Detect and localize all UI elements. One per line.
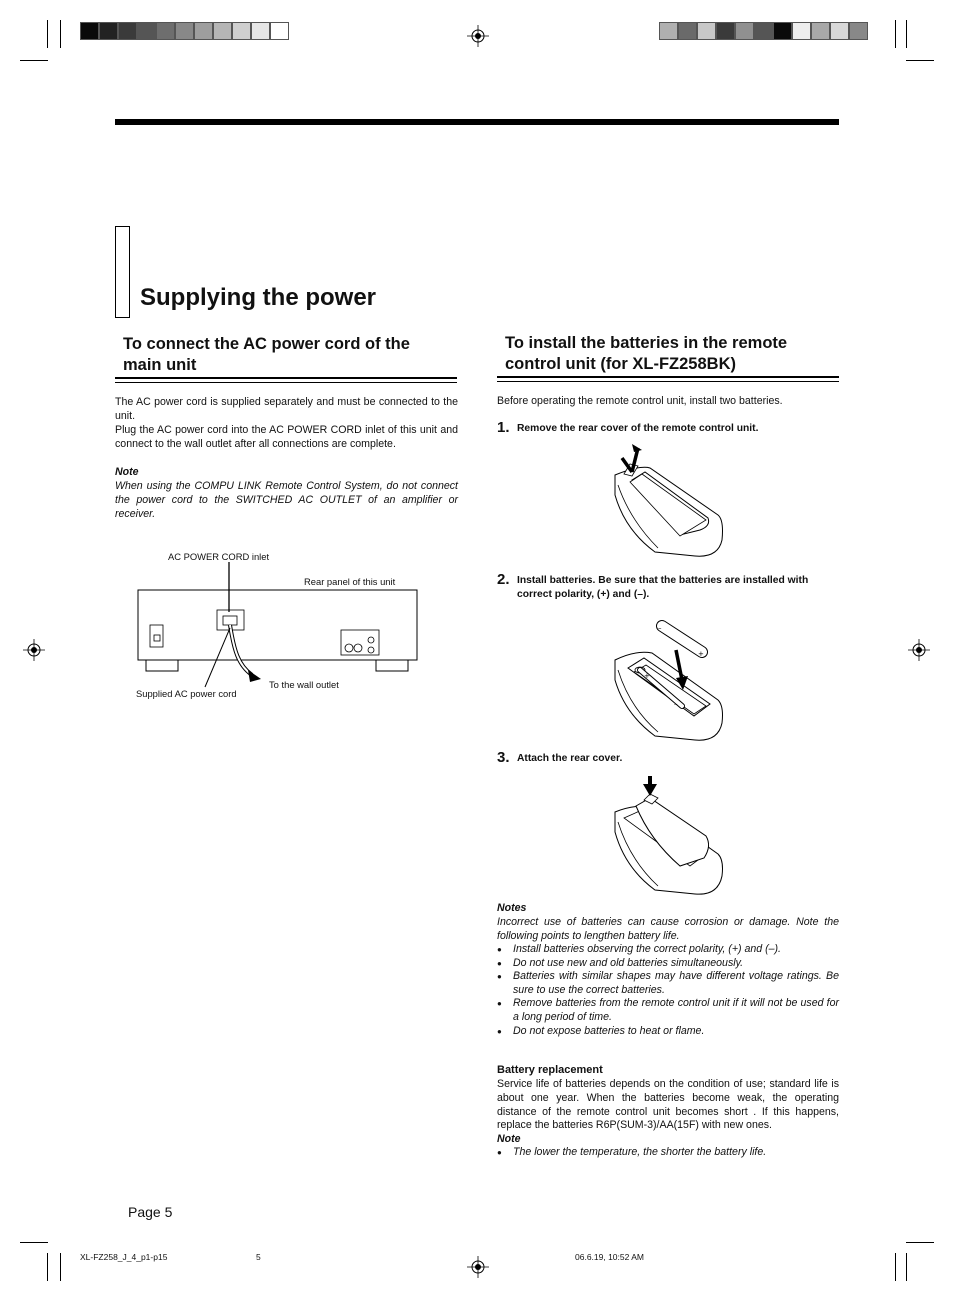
registration-mark-icon: [467, 25, 489, 47]
battery-intro: Before operating the remote control unit, install two batteries.: [497, 395, 783, 407]
step-number: 2.: [497, 571, 510, 588]
footer-page: 5: [256, 1252, 261, 1262]
crop-mark: [20, 60, 48, 61]
heading-rule: [497, 381, 839, 382]
notes-label: Notes: [497, 902, 527, 914]
step-number: 3.: [497, 749, 510, 766]
remote-step2-illustration: [610, 608, 725, 744]
step-text: Attach the rear cover.: [517, 753, 623, 764]
crop-mark: [895, 20, 896, 48]
heading-rule: [115, 377, 457, 379]
footer-file: XL-FZ258_J_4_p1-p15: [80, 1252, 168, 1262]
gray-scale-bar-left: [80, 22, 289, 40]
left-section-heading: To connect the AC power cord of the main unit: [123, 335, 410, 374]
registration-mark-icon: [467, 1256, 489, 1278]
crop-mark: [20, 1242, 48, 1243]
remote-step3-illustration: [610, 770, 725, 898]
footer-date: 06.6.19, 10:52 AM: [575, 1252, 644, 1262]
svg-text:+: +: [698, 650, 704, 658]
rear-panel-diagram: [130, 560, 430, 695]
list-item: ● Install batteries observing the correct polarity, (+) and (–).: [497, 943, 839, 957]
label-power-cord: Supplied AC power cord: [136, 688, 237, 699]
crop-mark: [906, 20, 907, 48]
label-wall-outlet: To the wall outlet: [269, 679, 339, 690]
list-item: ● The lower the temperature, the shorter the battery life.: [497, 1146, 839, 1160]
header-bar: [115, 119, 839, 125]
crop-mark: [60, 20, 61, 48]
gray-scale-bar-right: [659, 22, 868, 40]
notes-intro: Incorrect use of batteries can cause corrosion or damage. Note the following points to lengthen battery life.: [497, 916, 839, 942]
list-item: ● Do not use new and old batteries simultaneously.: [497, 957, 839, 971]
left-para-2: Plug the AC power cord into the AC POWER CORD inlet of this unit and connect to the wall outlet after all connections are complete.: [115, 424, 458, 450]
battery-replacement-heading: Battery replacement: [497, 1064, 603, 1076]
heading-rule: [115, 382, 457, 383]
label-rear-panel: Rear panel of this unit: [304, 576, 396, 587]
battery-replacement-text: Service life of batteries depends on the condition of use; standard life is about one year. When the batteries become weak, the operating distance of the remote control unit becomes short . If this happens, replace the batteries R6P(SUM-3)/AA(15F) with new ones.: [497, 1078, 839, 1132]
remote-step1-illustration: [610, 440, 725, 560]
replacement-note-list: [497, 1146, 839, 1160]
left-para-1: The AC power cord is supplied separately and must be connected to the unit.: [115, 396, 458, 422]
crop-mark: [895, 1253, 896, 1281]
crop-mark: [47, 1253, 48, 1281]
page-number: Page 5: [128, 1204, 173, 1220]
crop-mark: [906, 60, 934, 61]
svg-text:–: –: [674, 700, 678, 708]
crop-mark: [47, 20, 48, 48]
crop-mark: [906, 1253, 907, 1281]
heading-rule: [497, 376, 839, 378]
list-item: ● Batteries with similar shapes may have different voltage ratings. Be sure to use the correct batteries.: [497, 970, 839, 997]
right-section-heading: To install the batteries in the remote control unit (for XL-FZ258BK): [505, 334, 788, 373]
label-ac-inlet: AC POWER CORD inlet: [168, 551, 270, 562]
svg-text:+: +: [644, 672, 650, 680]
replacement-note-label: Note: [497, 1133, 521, 1145]
crop-mark: [60, 1253, 61, 1281]
step-text: Install batteries. Be sure that the batteries are installed with correct polarity, (+) and (–).: [517, 575, 809, 600]
notes-list: [497, 943, 839, 1038]
svg-text:–: –: [658, 624, 662, 632]
registration-mark-icon: [23, 639, 45, 661]
list-item: ● Do not expose batteries to heat or flame.: [497, 1025, 839, 1039]
step-number: 1.: [497, 419, 510, 436]
step-text: Remove the rear cover of the remote control unit.: [517, 423, 759, 434]
left-note-text: When using the COMPU LINK Remote Control System, do not connect the power cord to the SWITCHED AC OUTLET of an amplifier or receiver.: [115, 480, 458, 520]
page-title: Supplying the power: [140, 284, 377, 311]
left-note-label: Note: [115, 466, 139, 478]
crop-mark: [906, 1242, 934, 1243]
registration-mark-icon: [908, 639, 930, 661]
title-marker: [115, 226, 130, 318]
list-item: ● Remove batteries from the remote control unit if it will not be used for a long period of time.: [497, 997, 839, 1024]
